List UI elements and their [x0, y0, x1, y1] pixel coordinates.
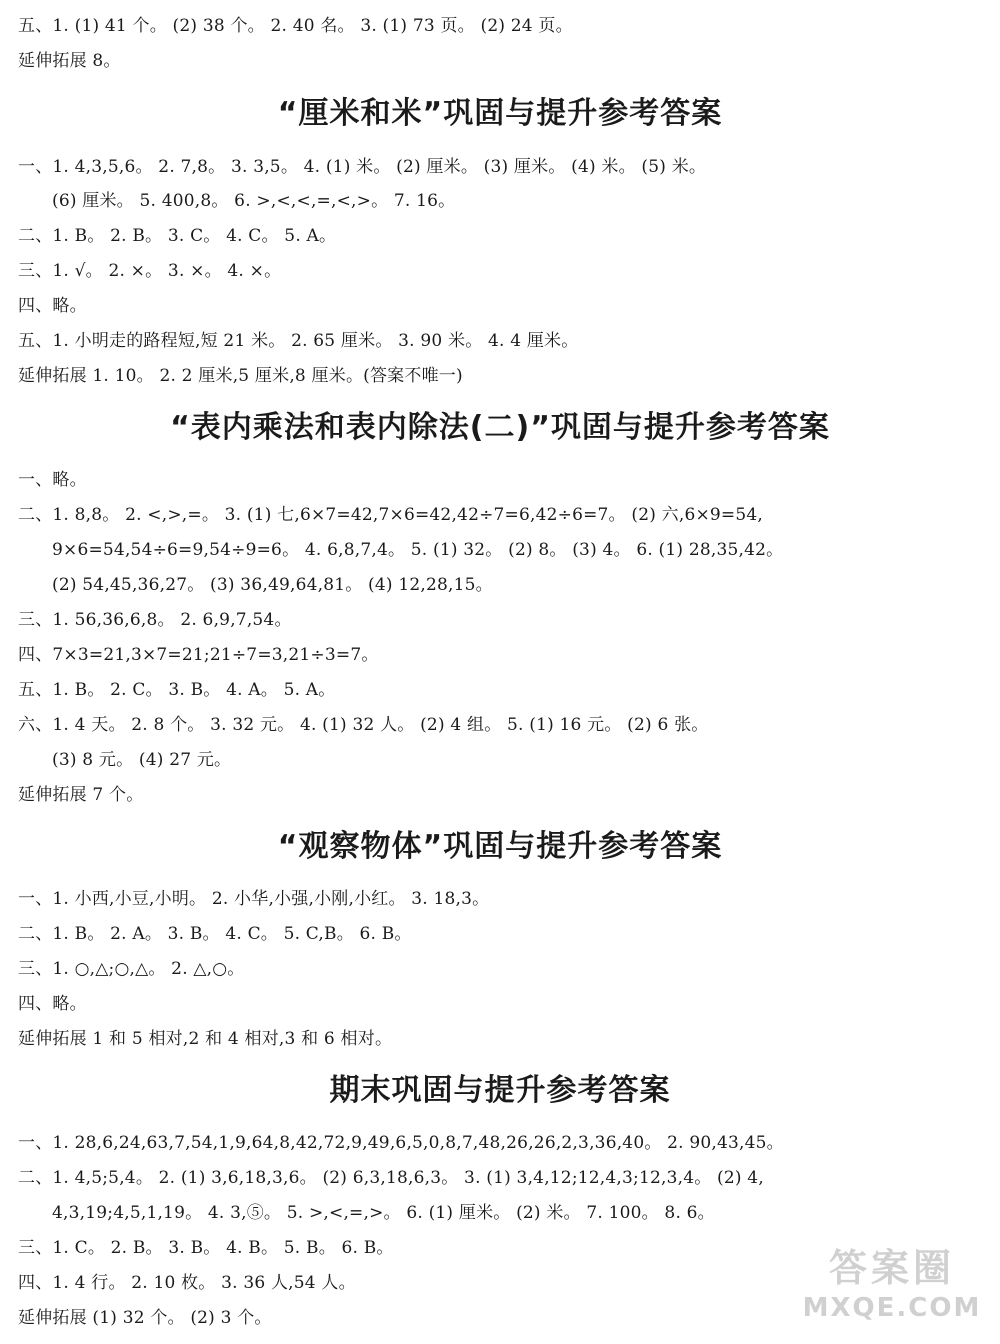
- answer-line: 五、1. B。 2. C。 3. B。 4. A。 5. A。: [18, 680, 336, 700]
- answer-line: 9×6=54,54÷6=9,54÷9=6。 4. 6,8,7,4。 5. (1) 32。 (2) 8。 (3) 4。 6. (1) 28,35,42。: [52, 540, 784, 560]
- answer-line: 四、7×3=21,3×7=21;21÷7=3,21÷3=7。: [18, 645, 379, 665]
- section-title: “厘米和米”巩固与提升参考答案: [277, 96, 723, 131]
- watermark-logo-text: 答案圈: [828, 1246, 955, 1290]
- answer-line: 一、略。: [18, 470, 87, 490]
- answer-line: 五、1. 小明走的路程短,短 21 米。 2. 65 厘米。 3. 90 米。 4. 4 厘米。: [18, 331, 579, 351]
- answer-line: 四、1. 4 行。 2. 10 枚。 3. 36 人,54 人。: [18, 1273, 356, 1293]
- extension-line: 延伸拓展 1. 10。 2. 2 厘米,5 厘米,8 厘米。(答案不唯一): [18, 366, 463, 386]
- section-title: “观察物体”巩固与提升参考答案: [277, 829, 723, 864]
- answer-line: 一、1. 4,3,5,6。 2. 7,8。 3. 3,5。 4. (1) 米。 (2) 厘米。 (3) 厘米。 (4) 米。 (5) 米。: [18, 157, 707, 177]
- answer-line: 二、1. B。 2. B。 3. C。 4. C。 5. A。: [18, 226, 337, 246]
- answer-line: 三、1. ○,△;○,△。 2. △,○。: [18, 959, 245, 979]
- answer-line: 三、1. C。 2. B。 3. B。 4. B。 5. B。 6. B。: [18, 1238, 394, 1258]
- answer-line: 三、1. 56,36,6,8。 2. 6,9,7,54。: [18, 610, 292, 630]
- answer-line: 四、略。: [18, 296, 87, 316]
- site-watermark: [802, 1244, 982, 1334]
- answer-line: 四、略。: [18, 994, 87, 1014]
- answer-line: 4,3,19;4,5,1,19。 4. 3,⑤。 5. >,<,=,>。 6. (1) 厘米。 (2) 米。 7. 100。 8. 6。: [52, 1203, 715, 1223]
- answer-line: 三、1. √。 2. ×。 3. ×。 4. ×。: [18, 261, 282, 281]
- answer-line: (3) 8 元。 (4) 27 元。: [52, 750, 232, 770]
- section-title: “表内乘法和表内除法(二)”巩固与提升参考答案: [170, 410, 830, 445]
- answer-line: 二、1. B。 2. A。 3. B。 4. C。 5. C,B。 6. B。: [18, 924, 412, 944]
- answer-line: 六、1. 4 天。 2. 8 个。 3. 32 元。 4. (1) 32 人。 (2) 4 组。 5. (1) 16 元。 (2) 6 张。: [18, 715, 709, 735]
- answer-line: 一、1. 小西,小豆,小明。 2. 小华,小强,小刚,小红。 3. 18,3。: [18, 889, 490, 909]
- extension-line: 延伸拓展 8。: [18, 51, 121, 71]
- answer-line: (6) 厘米。 5. 400,8。 6. >,<,<,=,<,>。 7. 16。: [52, 191, 456, 211]
- extension-line: 延伸拓展 1 和 5 相对,2 和 4 相对,3 和 6 相对。: [18, 1029, 393, 1049]
- answer-line: 一、1. 28,6,24,63,7,54,1,9,64,8,42,72,9,49,6,5,0,8,7,48,26,26,2,3,36,40。 2. 90,43,45。: [18, 1133, 784, 1153]
- answer-line: 二、1. 4,5;5,4。 2. (1) 3,6,18,3,6。 (2) 6,3,18,6,3。 3. (1) 3,4,12;12,4,3;12,3,4。 (2) 4,: [18, 1168, 764, 1188]
- watermark-url: MXQE.COM: [802, 1293, 982, 1323]
- answer-line: 二、1. 8,8。 2. <,>,=。 3. (1) 七,6×7=42,7×6=42,42÷7=6,42÷6=7。 (2) 六,6×9=54,: [18, 505, 764, 525]
- answer-line: (2) 54,45,36,27。 (3) 36,49,64,81。 (4) 12,28,15。: [52, 575, 493, 595]
- section-title: 期末巩固与提升参考答案: [329, 1073, 671, 1108]
- extension-line: 延伸拓展 7 个。: [18, 785, 144, 805]
- answer-line: 五、1. (1) 41 个。 (2) 38 个。 2. 40 名。 3. (1) 73 页。 (2) 24 页。: [18, 16, 573, 36]
- extension-line: 延伸拓展 (1) 32 个。 (2) 3 个。: [18, 1308, 272, 1328]
